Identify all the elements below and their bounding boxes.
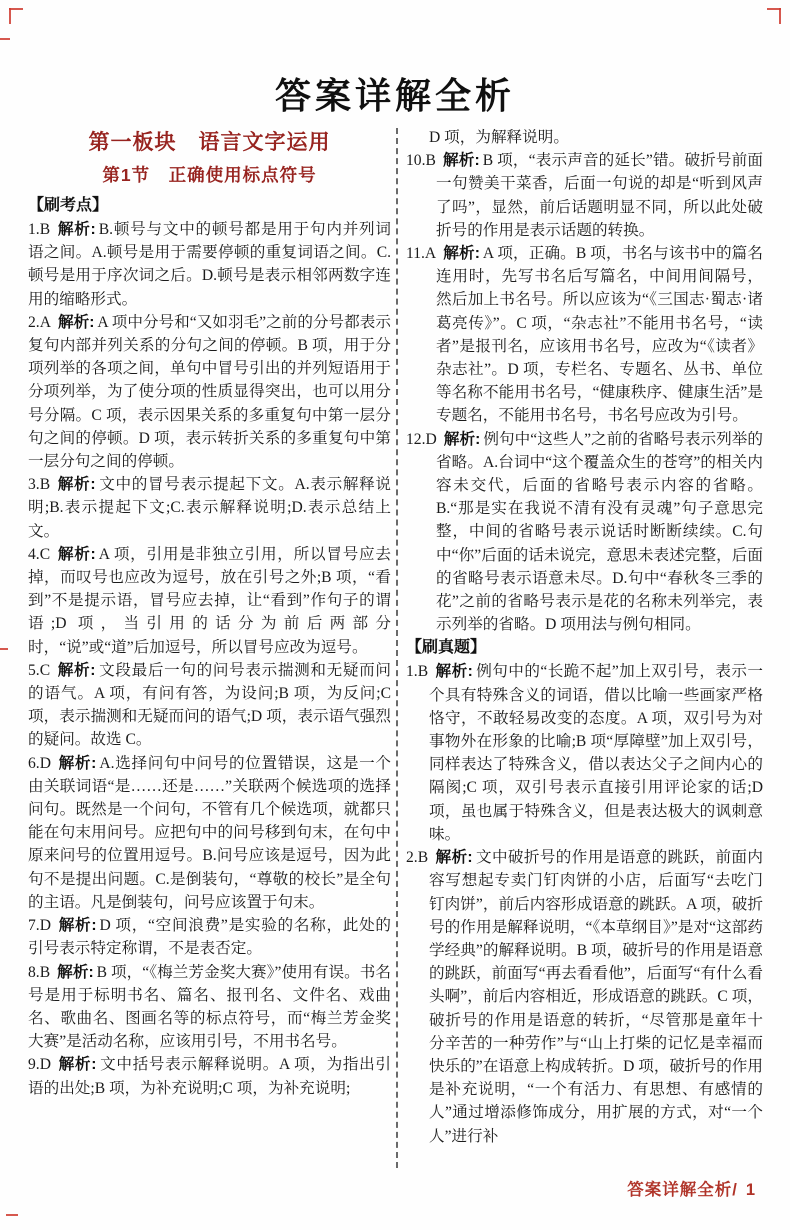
answer-number: 6.D bbox=[28, 754, 51, 772]
answer-number: 11.A bbox=[406, 245, 437, 263]
analysis-label: 解析: bbox=[442, 152, 480, 170]
registration-mark bbox=[6, 1214, 18, 1216]
analysis-label: 解析: bbox=[443, 245, 480, 263]
answer-number: 9.D bbox=[28, 1056, 51, 1074]
answer-number: 3.B bbox=[28, 476, 51, 494]
analysis-text: 文段最后一句的问号表示揣测和无疑而问的语气。A 项，有问有答，为设问;B 项，为反问;C 项，表示揣测和无疑而问的语气;D 项，表示语气强烈的疑问。故选 C。 bbox=[28, 661, 391, 749]
answer-number: 10.B bbox=[406, 152, 436, 170]
zhenti-item-2 bbox=[406, 846, 763, 1148]
analysis-label: 解析: bbox=[57, 221, 96, 238]
right-column bbox=[406, 126, 763, 1148]
analysis-label: 解析: bbox=[57, 545, 96, 563]
analysis-text: D 项，“空间浪费”是实验的名称，此处的引号表示特定称谓，不是表否定。 bbox=[28, 917, 391, 958]
answer-item-5 bbox=[28, 659, 391, 752]
analysis-text: 例句中“这些人”之前的省略号表示列举的省略。A.台词中“这个覆盖众生的苍穹”的相关内容未交代，后面的省略号表示内容的省略。B.“那是实在我说不清有没有灵魂”句子意思完整，中间的省略号表示说话时断断续续。C.句中“你”后面的话未说完，意思未表述完整，后面的省略号表示语意未尽。D.句中“春秋冬三季的花”之前的省略号表示是花的名称未列举完，表示列举的省略。D 项用法与例句相同。 bbox=[436, 430, 764, 634]
answer-number: 2.A bbox=[28, 313, 51, 331]
answer-number: 8.B bbox=[28, 963, 51, 981]
registration-mark bbox=[9, 8, 11, 24]
analysis-label: 解析: bbox=[57, 1056, 97, 1074]
item-9-continuation: D 项，为解释说明。 bbox=[429, 129, 569, 146]
analysis-text: A 项，引用是非独立引用，所以冒号应去掉，而叹号也应改为逗号，放在引号之外;B 项，“看到”不是提示语，冒号应去掉，让“看到”作句子的谓语;D 项，当引用的话分为前后两部分时，“说”或“道”后加逗号，所以冒号应改为逗号。 bbox=[28, 545, 391, 656]
page-footer bbox=[627, 1176, 756, 1200]
answer-item-1 bbox=[28, 218, 391, 311]
analysis-text: 文中破折号的作用是语意的跳跃，前面内容写想起专卖门钉肉饼的小店，后面写“去吃门钉肉饼”，前后内容形成语意的跳跃。A 项，破折号的作用是解释说明，“《本草纲目》”是对“这部药学经典”的解释说明。B 项，破折号的作用是语意的跳跃，前面写“再去看看他”，后面写“有什么看头啊”，前后内容相近，形成语意的跳跃。C 项，破折号的作用是语意的转折，“尽管那是童年十分辛苦的一种劳作”与“山上打柴的记忆是幸福而快乐的”在语意上构成转折。D 项，破折号的作用是补充说明，“一个有活力、有思想、有感情的人”通过增添修饰成分，用扩展的方式，对“一个人”进行补 bbox=[429, 849, 763, 1145]
block-header-zhenti: 【刷真题】 bbox=[406, 639, 487, 657]
answer-item-2 bbox=[28, 311, 391, 473]
answer-item-9 bbox=[28, 1053, 391, 1099]
analysis-text: A.选择问句中问号的位置错误，这是一个由关联词语“是……还是……”关联两个候选项的选择问句。既然是一个问句，不管有几个候选项，就都只能在句末用问号。应把句中的问号移到句末，在句中原来问号的位置用逗号。B.问号应该是逗号，因为此句不是提出问题。C.是倒装句，“尊敬的校长”是全句的主语。凡是倒装句，问号应该置于句末。 bbox=[28, 754, 391, 911]
analysis-label: 解析: bbox=[57, 661, 96, 679]
registration-mark bbox=[9, 8, 23, 10]
analysis-label: 解析: bbox=[57, 963, 94, 981]
registration-mark bbox=[0, 38, 10, 40]
footer-label: 答案详解全析/ bbox=[627, 1181, 738, 1199]
analysis-label: 解析: bbox=[57, 754, 97, 772]
answer-item-6 bbox=[28, 752, 391, 914]
answer-item-3 bbox=[28, 473, 391, 543]
answer-number: 5.C bbox=[28, 661, 51, 679]
subsection-title: 第1节 正确使用标点符号 bbox=[102, 165, 317, 185]
column-divider bbox=[396, 128, 398, 1168]
analysis-text: 文中括号表示解释说明。A 项，为指出引语的出处;B 项，为补充说明;C 项，为补充说明; bbox=[28, 1056, 391, 1097]
section-title: 第一板块 语言文字运用 bbox=[88, 131, 331, 154]
registration-mark bbox=[779, 8, 781, 24]
analysis-label: 解析: bbox=[435, 849, 473, 867]
answer-item-8 bbox=[28, 961, 391, 1054]
answer-number: 2.B bbox=[406, 849, 429, 867]
answer-number: 1.B bbox=[406, 663, 429, 681]
registration-mark bbox=[767, 8, 781, 10]
analysis-text: A 项中分号和“又如羽毛”之前的分号都表示复句内部并列关系的分句之间的停顿。B 项，用于分项列举的各项之间，单句中冒号引出的并列短语用于分项列举，为了使分项的性质显得突出，也可以用分号分隔。C 项，表示因果关系的多重复句中第一层分句之间的停顿。D 项，表示转折关系的多重复句中第一层分句之间的停顿。 bbox=[28, 313, 391, 471]
answer-item-10 bbox=[406, 149, 763, 242]
block-header-koadian: 【刷考点】 bbox=[28, 197, 109, 214]
analysis-label: 解析: bbox=[435, 663, 473, 681]
answer-item-7 bbox=[28, 914, 391, 960]
analysis-text: 例句中的“长跪不起”加上双引号，表示一个具有特殊含义的词语，借以比喻一些画家严格恪守，不敢轻易改变的态度。A 项，双引号为对事物外在形象的比喻;B 项“厚障壁”加上双引号，同样表达了特殊含义，借以表达父子之间内心的隔阂;C 项，双引号表示直接引用评论家的话;D 项，虽也属于特殊含义，但是表达极大的讽刺意味。 bbox=[429, 663, 763, 843]
analysis-label: 解析: bbox=[443, 430, 481, 448]
analysis-label: 解析: bbox=[57, 313, 95, 331]
answer-number: 7.D bbox=[28, 917, 51, 935]
answer-item-4 bbox=[28, 543, 391, 659]
answer-number: 12.D bbox=[406, 430, 437, 448]
page-title: 答案详解全析 bbox=[274, 76, 515, 116]
answer-number: 1.B bbox=[28, 221, 51, 238]
analysis-label: 解析: bbox=[57, 917, 97, 935]
analysis-label: 解析: bbox=[57, 476, 96, 494]
analysis-text: B 项，“表示声音的延长”错。破折号前面一句赞美干菜香，后面一句说的却是“听到风声了吗”，显然，前后话题明显不同，所以此处破折号的作用是表示话题的转换。 bbox=[436, 152, 763, 239]
answer-item-11 bbox=[406, 242, 763, 428]
page-number: 1 bbox=[745, 1181, 756, 1199]
analysis-text: A 项，正确。B 项，书名与该书中的篇名连用时，先写书名后写篇名，中间用间隔号，然后加上书名号。所以应该为“《三国志·蜀志·诸葛亮传》”。C 项，“杂志社”不能用书名号，“读者”是报刊名，应该用书名号，应改为“《读者》杂志社”。D 项，专栏名、专题名、丛书、单位等名称不能用书名号，“健康秩序、健康生活”是专题名，不能用书名号，书名号应改为引号。 bbox=[436, 245, 763, 425]
answer-item-12 bbox=[406, 428, 763, 637]
registration-mark bbox=[0, 648, 8, 650]
analysis-text: B.顿号与文中的顿号都是用于句内并列词语之间。A.顿号是用于需要停顿的重复词语之间。C.顿号是用于序次词之后。D.顿号是表示相邻两数字连用的缩略形式。 bbox=[28, 221, 391, 308]
left-column bbox=[28, 126, 391, 1100]
analysis-text: 文中的冒号表示提起下文。A.表示解释说明;B.表示提起下文;C.表示解释说明;D.表示总结上文。 bbox=[28, 476, 391, 540]
analysis-text: B 项，“《梅兰芳金奖大赛》”使用有误。书名号是用于标明书名、篇名、报刊名、文件名、戏曲名、歌曲名、图画名等的标点符号，而“梅兰芳金奖大赛”是活动名称，应该用引号，不用书名号。 bbox=[28, 963, 391, 1051]
zhenti-item-1 bbox=[406, 660, 763, 846]
answer-number: 4.C bbox=[28, 545, 51, 563]
